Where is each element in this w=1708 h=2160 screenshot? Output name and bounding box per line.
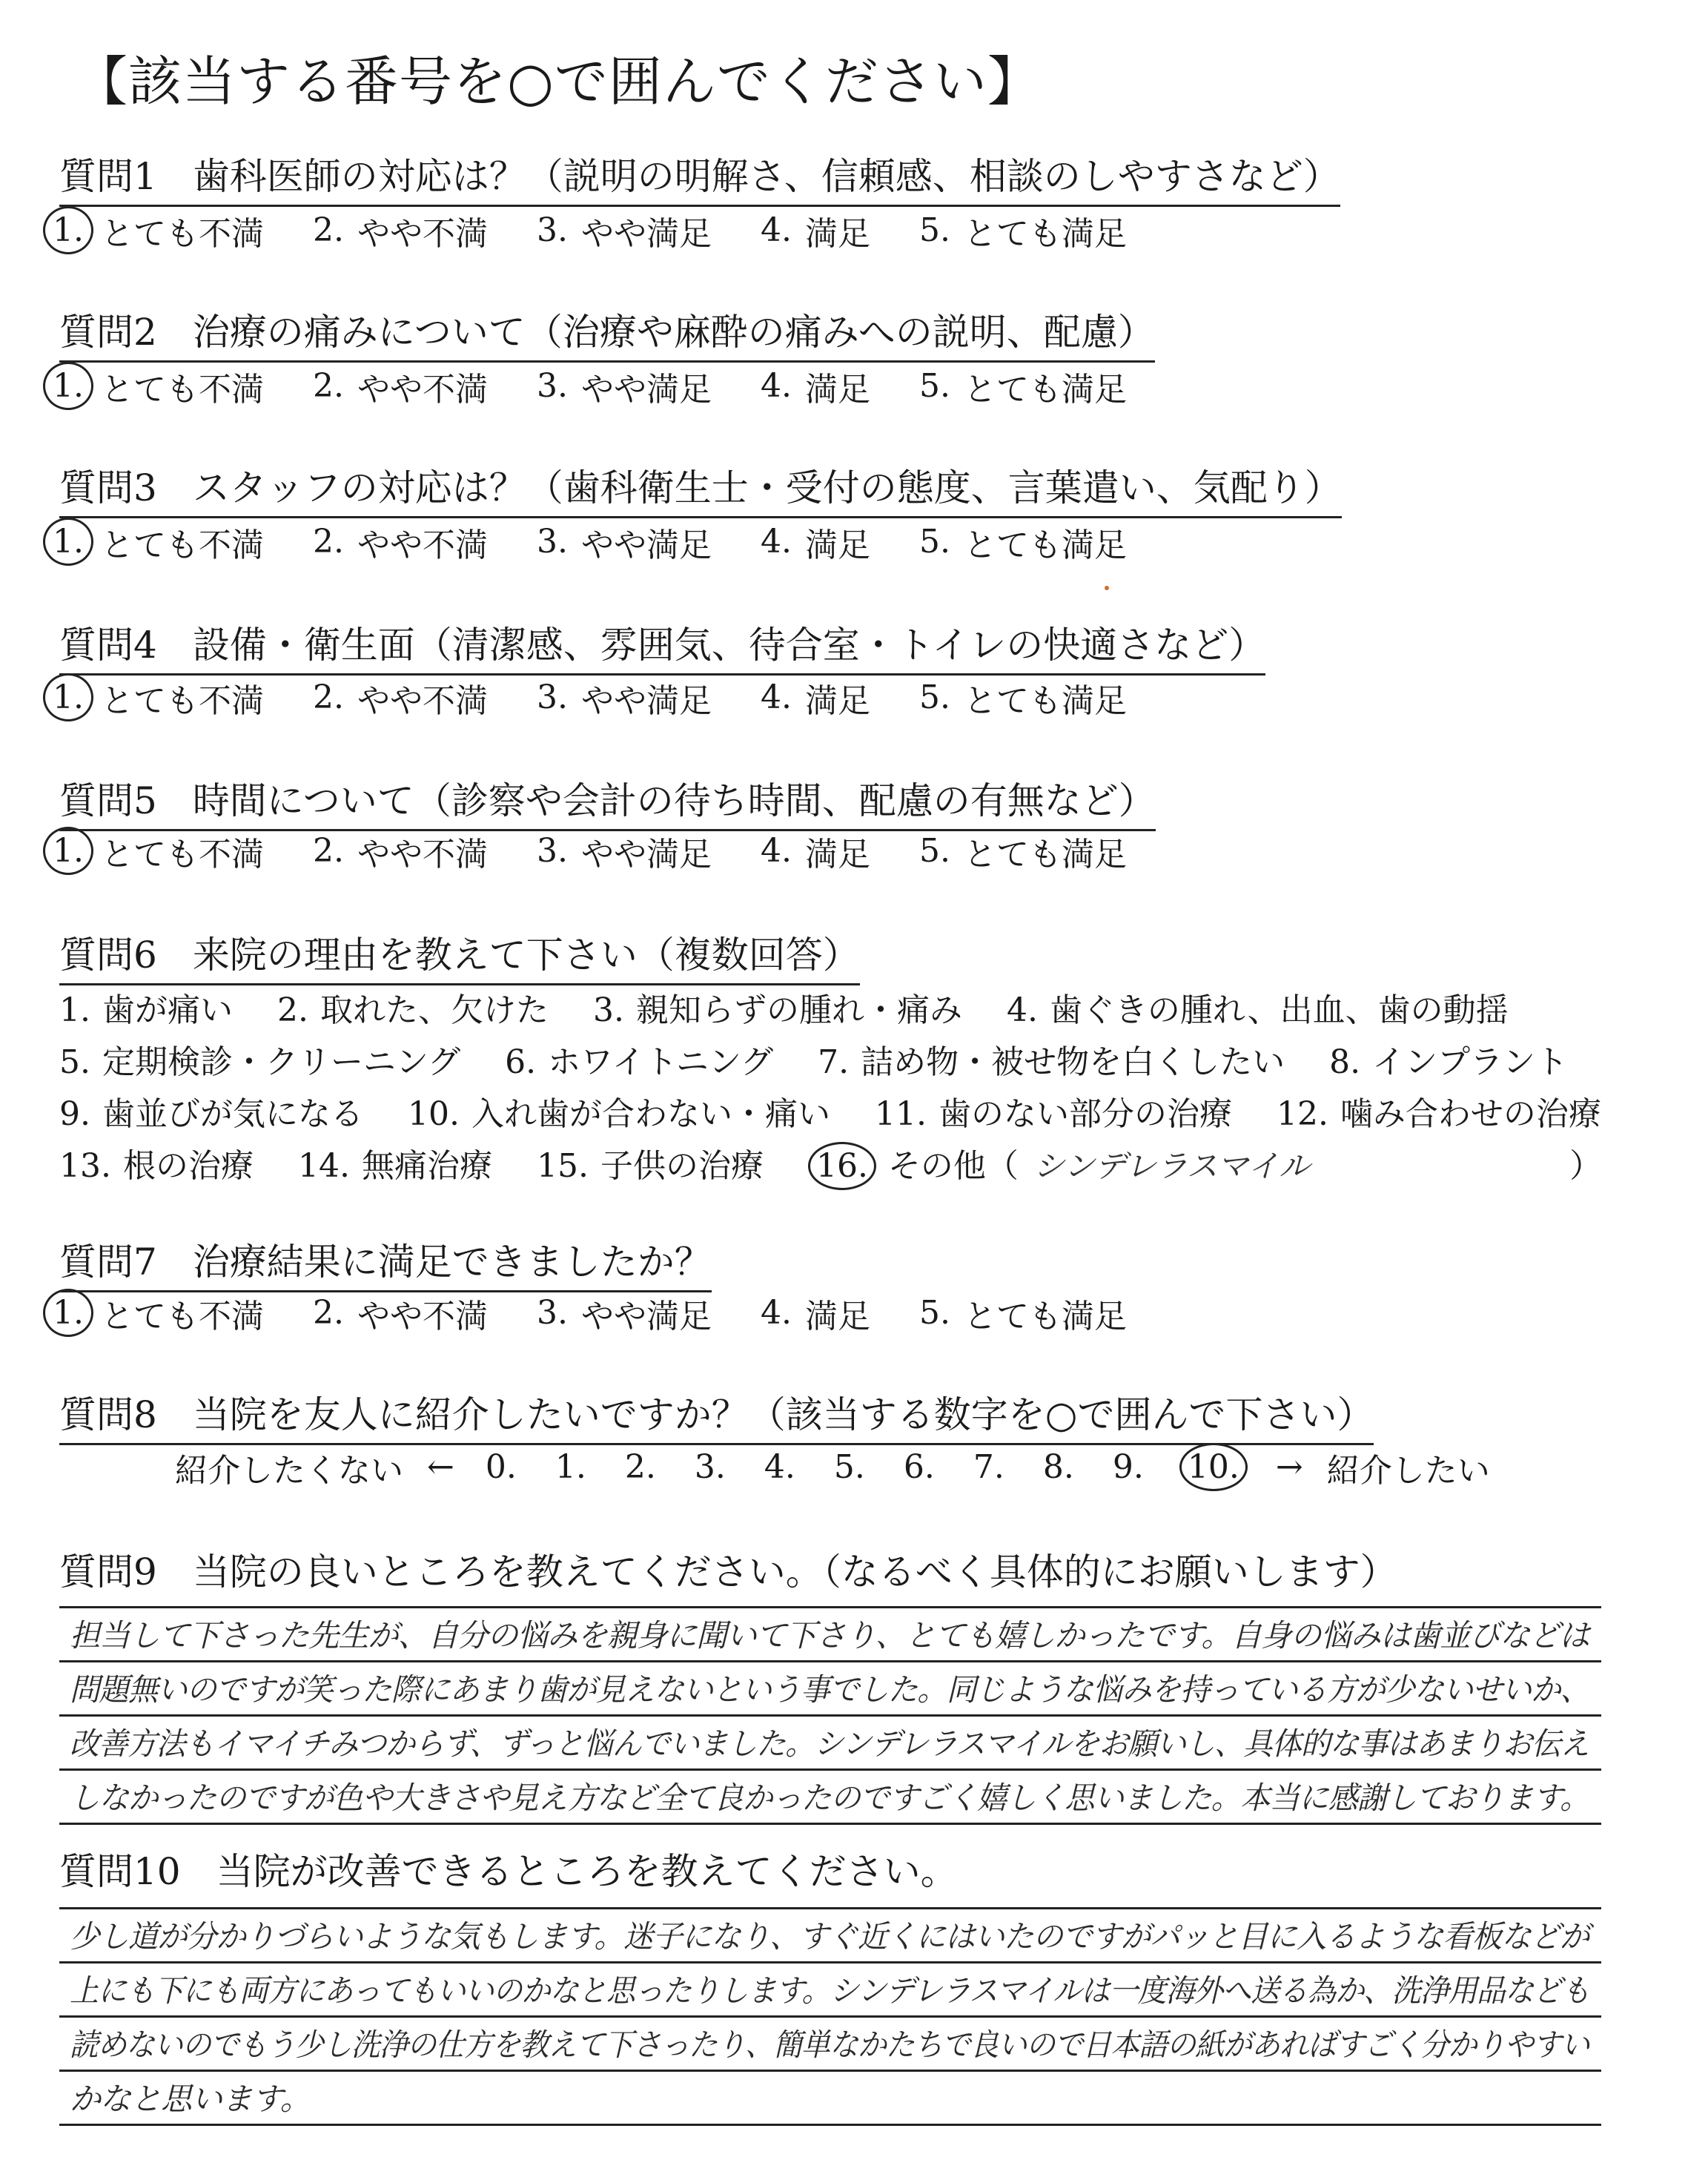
rating-number: 1. bbox=[43, 518, 93, 566]
reason-number: 3. bbox=[592, 991, 624, 1029]
reason-label: 入れ歯が合わない・痛い bbox=[471, 1095, 830, 1133]
reason-label: インプラント bbox=[1372, 1043, 1569, 1081]
rating-option[interactable] bbox=[755, 518, 870, 566]
handwritten-text: 担当して下さった先生が、自分の悩みを親身に聞いて下さり、とても嬉しかったです。自身の悩みは歯並びなどは bbox=[70, 1617, 1589, 1654]
question-1-title bbox=[59, 147, 1340, 207]
reason-option[interactable] bbox=[59, 1043, 460, 1081]
reason-number: 14. bbox=[297, 1147, 350, 1185]
reason-label: 歯並びが気になる bbox=[102, 1095, 363, 1133]
rating-option[interactable] bbox=[307, 828, 488, 875]
reason-number: 15. bbox=[536, 1147, 589, 1185]
scale-option[interactable]: 2. bbox=[624, 1448, 656, 1486]
question-label: 質問1 bbox=[59, 155, 157, 198]
right-arrow-icon: → bbox=[1275, 1448, 1303, 1486]
rating-label: やや不満 bbox=[357, 526, 488, 564]
recommend-scale bbox=[163, 1443, 1502, 1491]
reason-option[interactable] bbox=[1277, 1095, 1601, 1133]
answer-line bbox=[59, 2072, 1601, 2126]
answer-line bbox=[59, 1964, 1601, 2018]
rating-number: 4. bbox=[761, 523, 792, 561]
rating-option[interactable] bbox=[307, 518, 488, 566]
reason-option[interactable] bbox=[59, 1147, 254, 1185]
rating-number: 4. bbox=[761, 367, 792, 405]
question-text: 当院を友人に紹介したいですか？（該当する数字を○で囲んで下さい） bbox=[192, 1393, 1374, 1436]
question-text: 当院の良いところを教えてください。（なるべく具体的にお願いします） bbox=[192, 1550, 1397, 1593]
question-1-choices bbox=[47, 206, 1170, 254]
reason-row-4 bbox=[59, 1139, 1602, 1186]
question-9-title bbox=[59, 1542, 1397, 1600]
rating-number: 2. bbox=[313, 367, 344, 405]
handwritten-text: かなと思います。 bbox=[70, 2081, 311, 2117]
rating-label: 満足 bbox=[805, 681, 870, 720]
reason-label: ホワイトニング bbox=[548, 1043, 774, 1081]
reason-option[interactable] bbox=[808, 1147, 1019, 1185]
q10-answer-box bbox=[59, 1907, 1601, 2126]
rating-option[interactable] bbox=[307, 1289, 488, 1337]
rating-label: とても満足 bbox=[964, 526, 1127, 564]
reason-option[interactable] bbox=[537, 1147, 764, 1185]
rating-option[interactable] bbox=[755, 1289, 870, 1337]
rating-option[interactable] bbox=[531, 674, 712, 721]
rating-label: やや満足 bbox=[581, 681, 712, 720]
question-4-choices bbox=[47, 673, 1170, 721]
rating-label: やや満足 bbox=[581, 214, 712, 253]
rating-label: やや満足 bbox=[581, 1297, 712, 1335]
rating-label: 満足 bbox=[805, 214, 870, 253]
reason-option[interactable] bbox=[818, 1043, 1285, 1081]
question-8-title bbox=[59, 1385, 1374, 1445]
rating-option[interactable] bbox=[755, 363, 870, 410]
rating-label: 満足 bbox=[805, 526, 870, 564]
rating-option[interactable] bbox=[755, 828, 870, 875]
rating-number: 5. bbox=[919, 211, 950, 249]
rating-label: とても不満 bbox=[101, 835, 264, 873]
scale-option[interactable]: 4. bbox=[764, 1448, 795, 1486]
reason-label: 無痛治療 bbox=[361, 1147, 492, 1185]
rating-option[interactable] bbox=[913, 363, 1127, 410]
rating-number: 2. bbox=[313, 523, 344, 561]
rating-label: 満足 bbox=[805, 1297, 870, 1335]
reason-option[interactable] bbox=[875, 1095, 1232, 1133]
reason-option[interactable] bbox=[59, 1095, 363, 1133]
rating-option[interactable] bbox=[531, 363, 712, 410]
question-4-title bbox=[59, 615, 1265, 676]
reason-number: 4. bbox=[1006, 991, 1038, 1029]
reason-label: 歯ぐきの腫れ、出血、歯の動揺 bbox=[1049, 991, 1509, 1029]
question-5-title bbox=[59, 771, 1156, 831]
scale-option[interactable]: 7. bbox=[973, 1448, 1004, 1486]
question-text: 来院の理由を教えて下さい（複数回答） bbox=[192, 934, 860, 977]
rating-option[interactable] bbox=[47, 362, 264, 410]
handwritten-text: 改善方法もイマイチみつからず、ずっと悩んでいました。シンデレラスマイルをお願いし、具体的な事はあまりお伝え bbox=[70, 1725, 1589, 1762]
rating-number: 2. bbox=[313, 1294, 344, 1332]
rating-label: とても不満 bbox=[101, 526, 264, 564]
question-text: 治療の痛みについて（治療や麻酔の痛みへの説明、配慮） bbox=[192, 311, 1155, 354]
rating-label: やや不満 bbox=[357, 1297, 488, 1335]
handwritten-text: しなかったのですが色や大きさや見え方など全て良かったのですごく嬉しく思いました。本当に感謝しております。 bbox=[70, 1780, 1589, 1816]
rating-number: 5. bbox=[919, 832, 950, 870]
question-label: 質問10 bbox=[59, 1850, 181, 1893]
rating-number: 1. bbox=[43, 827, 93, 875]
rating-option[interactable] bbox=[755, 674, 870, 721]
rating-number: 4. bbox=[761, 678, 792, 716]
answer-line bbox=[59, 1907, 1601, 1964]
rating-label: とても満足 bbox=[964, 681, 1127, 720]
question-label: 質問9 bbox=[59, 1550, 157, 1593]
rating-option[interactable] bbox=[913, 1289, 1127, 1337]
rating-option[interactable] bbox=[47, 1289, 264, 1337]
reason-number: 2. bbox=[277, 991, 308, 1029]
reason-option[interactable] bbox=[593, 991, 962, 1029]
rating-number: 2. bbox=[313, 678, 344, 716]
question-3-title bbox=[59, 458, 1342, 518]
rating-label: 満足 bbox=[805, 370, 870, 409]
page-title: 【該当する番号を○で囲んでください】 bbox=[74, 50, 1042, 113]
question-label: 質問6 bbox=[59, 934, 157, 977]
rating-option[interactable] bbox=[531, 828, 712, 875]
question-text: 治療結果に満足できましたか？ bbox=[192, 1241, 712, 1284]
reason-label: 親知らずの腫れ・痛み bbox=[635, 991, 962, 1029]
rating-number: 4. bbox=[761, 832, 792, 870]
rating-number: 5. bbox=[919, 1294, 950, 1332]
question-label: 質問7 bbox=[59, 1241, 157, 1284]
question-text: 時間について（診察や会計の待ち時間、配慮の有無など） bbox=[192, 779, 1156, 822]
handwritten-text: 上にも下にも両方にあってもいいのかなと思ったりします。シンデレラスマイルは一度海外へ送る為か、洗浄用品なども bbox=[70, 1972, 1590, 2009]
question-label: 質問5 bbox=[59, 779, 157, 822]
reason-label: 子供の治療 bbox=[600, 1147, 764, 1185]
reason-option[interactable] bbox=[505, 1043, 773, 1081]
rating-option[interactable] bbox=[307, 207, 488, 254]
rating-option[interactable] bbox=[47, 827, 264, 875]
reason-option[interactable] bbox=[59, 991, 233, 1029]
rating-number: 3. bbox=[537, 523, 568, 561]
answer-line bbox=[59, 1606, 1601, 1662]
reason-number: 5. bbox=[59, 1043, 90, 1081]
rating-label: とても不満 bbox=[101, 214, 264, 253]
scale-option[interactable]: 9. bbox=[1112, 1448, 1144, 1486]
reason-label: その他（ bbox=[887, 1147, 1019, 1185]
rating-number: 1. bbox=[43, 673, 93, 721]
rating-number: 3. bbox=[537, 211, 568, 249]
rating-option[interactable] bbox=[913, 674, 1127, 721]
reason-number: 13. bbox=[59, 1147, 111, 1185]
scale-option[interactable]: 0. bbox=[485, 1448, 517, 1486]
reason-number: 9. bbox=[59, 1095, 90, 1133]
rating-number: 5. bbox=[919, 678, 950, 716]
rating-number: 5. bbox=[919, 523, 950, 561]
reason-row-2 bbox=[59, 1035, 1612, 1083]
rating-label: やや満足 bbox=[581, 526, 712, 564]
rating-label: やや不満 bbox=[357, 835, 488, 873]
reason-label: 噛み合わせの治療 bbox=[1340, 1095, 1601, 1133]
rating-label: とても満足 bbox=[964, 835, 1127, 873]
question-2-title bbox=[59, 303, 1155, 363]
question-label: 質問4 bbox=[59, 624, 157, 667]
rating-option[interactable] bbox=[47, 518, 264, 566]
rating-label: やや不満 bbox=[357, 681, 488, 720]
rating-number: 3. bbox=[537, 678, 568, 716]
reason-row-3 bbox=[59, 1087, 1646, 1135]
reason-option[interactable] bbox=[1329, 1043, 1568, 1081]
reason-number: 7. bbox=[818, 1043, 850, 1081]
reason-other-answer: シンデレラスマイル bbox=[1033, 1148, 1311, 1184]
rating-label: やや不満 bbox=[357, 370, 488, 409]
rating-label: とても満足 bbox=[964, 1297, 1127, 1335]
scale-option[interactable]: 6. bbox=[903, 1448, 935, 1486]
rating-option[interactable] bbox=[913, 828, 1127, 875]
question-label: 質問2 bbox=[59, 311, 157, 354]
question-6-title bbox=[59, 925, 860, 985]
rating-number: 1. bbox=[43, 362, 93, 410]
reason-number: 16. bbox=[808, 1142, 876, 1190]
scale-option[interactable]: 10. bbox=[1179, 1443, 1248, 1491]
rating-number: 1. bbox=[43, 206, 93, 254]
answer-line bbox=[59, 1662, 1601, 1717]
reason-number: 6. bbox=[505, 1043, 537, 1081]
scale-option[interactable]: 3. bbox=[694, 1448, 726, 1486]
question-3-choices bbox=[47, 518, 1170, 566]
reason-number: 10. bbox=[407, 1095, 460, 1133]
answer-line bbox=[59, 1717, 1601, 1771]
rating-option[interactable] bbox=[47, 206, 264, 254]
rating-label: とても満足 bbox=[964, 370, 1127, 409]
reason-option[interactable] bbox=[1007, 991, 1509, 1029]
scale-high-label: 紹介したい bbox=[1326, 1451, 1490, 1490]
handwritten-text: 読めないのでもう少し洗浄の仕方を教えて下さったり、簡単なかたちで良いので日本語の紙があればすごく分かりやすい bbox=[70, 2027, 1589, 2063]
scale-numbers bbox=[466, 1443, 1264, 1491]
reason-label: 定期検診・クリーニング bbox=[102, 1043, 461, 1081]
left-arrow-icon: ← bbox=[427, 1448, 454, 1486]
rating-option[interactable] bbox=[531, 1289, 712, 1337]
question-text: 歯科医師の対応は？（説明の明解さ、信頼感、相談のしやすさなど） bbox=[192, 155, 1340, 198]
question-text: 当院が改善できるところを教えてください。 bbox=[216, 1850, 958, 1893]
rating-label: やや不満 bbox=[357, 214, 488, 253]
question-5-choices bbox=[47, 827, 1170, 875]
reason-number: 12. bbox=[1276, 1095, 1328, 1133]
answer-line bbox=[59, 2018, 1601, 2072]
rating-label: 満足 bbox=[805, 835, 870, 873]
question-7-choices bbox=[47, 1289, 1170, 1337]
rating-option[interactable] bbox=[307, 674, 488, 721]
rating-label: とても不満 bbox=[101, 370, 264, 409]
rating-label: とても不満 bbox=[101, 1297, 264, 1335]
rating-label: やや満足 bbox=[581, 835, 712, 873]
question-7-title bbox=[59, 1232, 712, 1292]
rating-number: 4. bbox=[761, 1294, 792, 1332]
question-2-choices bbox=[47, 362, 1170, 410]
rating-number: 2. bbox=[313, 832, 344, 870]
rating-number: 5. bbox=[919, 367, 950, 405]
rating-number: 2. bbox=[313, 211, 344, 249]
reason-option[interactable] bbox=[408, 1095, 830, 1133]
rating-option[interactable] bbox=[531, 518, 712, 566]
rating-option[interactable] bbox=[755, 207, 870, 254]
reason-label: 歯のない部分の治療 bbox=[938, 1095, 1232, 1133]
reason-option[interactable] bbox=[277, 991, 549, 1029]
rating-number: 3. bbox=[537, 832, 568, 870]
scale-option[interactable]: 8. bbox=[1042, 1448, 1074, 1486]
rating-option[interactable] bbox=[47, 673, 264, 721]
handwritten-text: 少し道が分かりづらいような気もします。迷子になり、すぐ近くにはいたのですがパッと目に入るような看板などが bbox=[70, 1918, 1589, 1955]
question-text: スタッフの対応は？（歯科衛生士・受付の態度、言葉遣い、気配り） bbox=[192, 466, 1342, 509]
rating-option[interactable] bbox=[531, 207, 712, 254]
reason-number: 8. bbox=[1329, 1043, 1361, 1081]
rating-number: 3. bbox=[537, 1294, 568, 1332]
reason-label: 詰め物・被せ物を白くしたい bbox=[861, 1043, 1285, 1081]
reason-number: 1. bbox=[59, 991, 90, 1029]
q9-answer-box bbox=[59, 1606, 1601, 1825]
rating-option[interactable] bbox=[913, 207, 1127, 254]
reason-option[interactable] bbox=[298, 1147, 492, 1185]
rating-label: とても満足 bbox=[964, 214, 1127, 253]
question-text: 設備・衛生面（清潔感、雰囲気、待合室・トイレの快適さなど） bbox=[192, 624, 1266, 667]
rating-label: とても不満 bbox=[101, 681, 264, 720]
rating-option[interactable] bbox=[913, 518, 1127, 566]
reason-number: 11. bbox=[874, 1095, 927, 1133]
reason-other-close: ） bbox=[1569, 1147, 1603, 1185]
reason-label: 歯が痛い bbox=[102, 991, 233, 1029]
scale-low-label: 紹介したくない bbox=[175, 1451, 403, 1490]
rating-label: やや満足 bbox=[581, 370, 712, 409]
question-label: 質問8 bbox=[59, 1393, 157, 1436]
answer-line bbox=[59, 1771, 1601, 1825]
rating-number: 4. bbox=[761, 211, 792, 249]
paper-speck bbox=[1105, 586, 1109, 590]
handwritten-text: 問題無いのですが笑った際にあまり歯が見えないという事でした。同じような悩みを持っている方が少ないせいか、 bbox=[70, 1671, 1590, 1708]
rating-option[interactable] bbox=[307, 363, 488, 410]
question-label: 質問3 bbox=[59, 466, 157, 509]
reason-label: 根の治療 bbox=[122, 1147, 254, 1185]
reason-label: 取れた、欠けた bbox=[320, 991, 549, 1029]
scale-option[interactable]: 1. bbox=[555, 1448, 586, 1486]
scale-option[interactable]: 5. bbox=[833, 1448, 865, 1486]
rating-number: 3. bbox=[537, 367, 568, 405]
question-10-title bbox=[59, 1842, 958, 1900]
reason-row-1 bbox=[59, 983, 1553, 1031]
rating-number: 1. bbox=[43, 1289, 93, 1337]
